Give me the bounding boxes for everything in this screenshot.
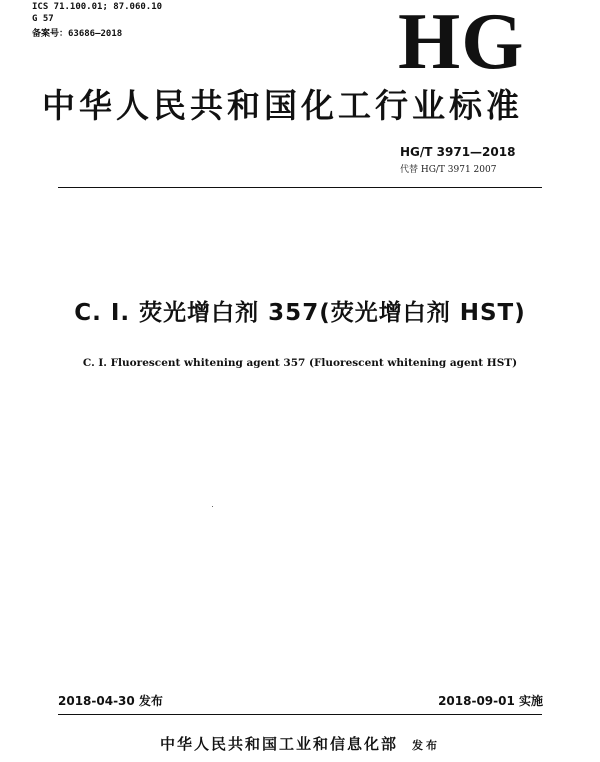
bottom-divider xyxy=(58,714,542,715)
replaces-standard: 代替 HG/T 3971 2007 xyxy=(400,165,497,175)
standard-type-heading: 中华人民共和国化工行业标准 xyxy=(42,86,523,125)
publish-action: 发布 xyxy=(412,739,440,752)
implementation-date: 2018-09-01 实施 xyxy=(438,694,543,708)
document-title-cn: C. I. 荧光增白剂 357(荧光增白剂 HST) xyxy=(74,300,526,326)
record-number: 备案号：63686—2018 xyxy=(32,29,123,39)
ics-code: ICS 71.100.01; 87.060.10 xyxy=(32,2,163,12)
scan-speck xyxy=(212,506,213,507)
publisher-line xyxy=(100,734,500,756)
publisher-organization: 中华人民共和国工业和信息化部 xyxy=(159,735,398,753)
hg-logo: HG xyxy=(398,0,525,86)
document-title-en: C. I. Fluorescent whitening agent 357 (Fluorescent whitening agent HST) xyxy=(82,357,518,369)
issue-date: 2018-04-30 发布 xyxy=(58,694,163,708)
standard-number: HG/T 3971—2018 xyxy=(400,145,516,159)
top-divider xyxy=(58,187,542,188)
ccs-code: G 57 xyxy=(32,14,54,24)
